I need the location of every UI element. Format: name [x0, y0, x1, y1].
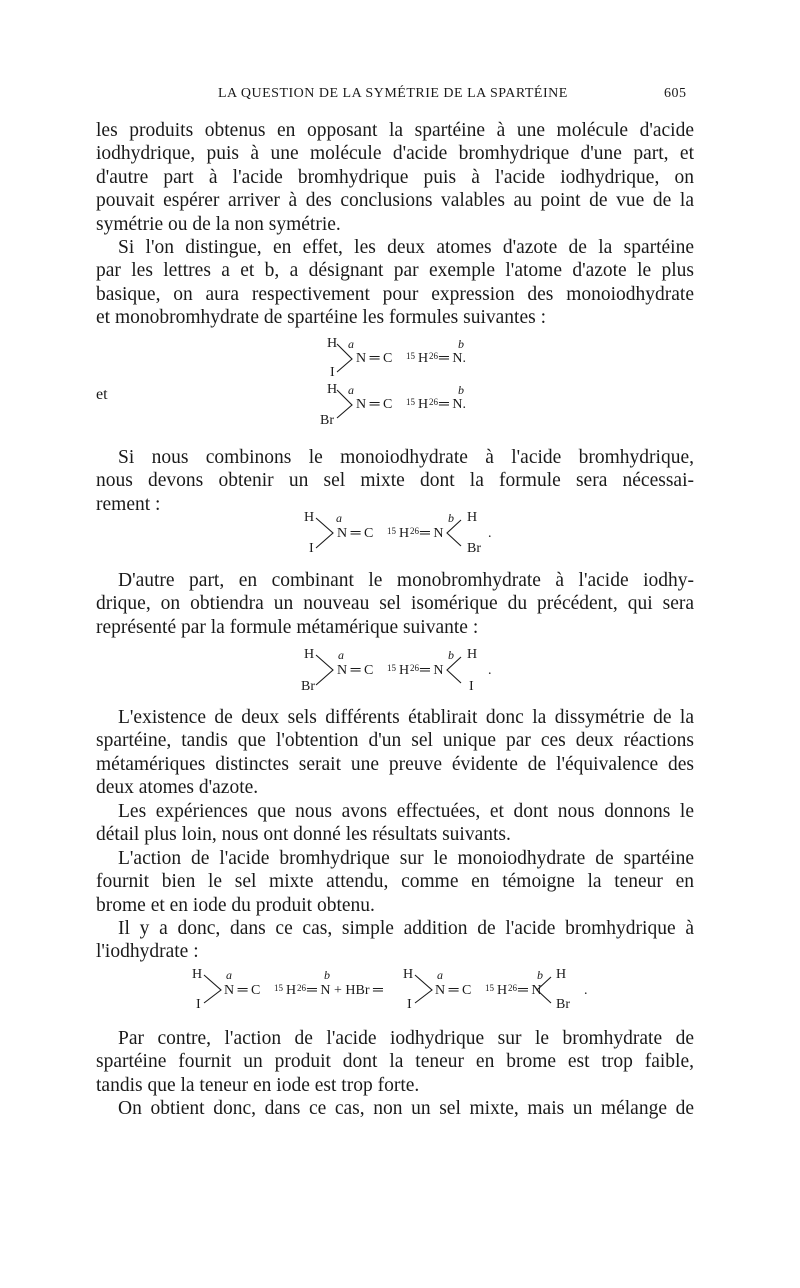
formula-symbol: ═ N.: [439, 397, 467, 412]
formula-symbol: .: [488, 526, 492, 541]
formula-symbol: 26: [410, 526, 419, 536]
formula-symbol: Br: [301, 679, 315, 694]
formula-symbol: 15: [387, 526, 396, 536]
text-line: l'iodhydrate :: [96, 941, 199, 963]
formula-symbol: a: [348, 383, 354, 397]
formula-symbol: H: [192, 967, 203, 982]
formula-symbol: N ═ C: [337, 526, 374, 541]
formula-symbol: ═ N: [420, 663, 444, 678]
formula-symbol: 26: [508, 983, 517, 993]
formula-symbol: .: [584, 983, 588, 998]
formula-symbol: N ═ C: [356, 351, 393, 366]
text-line: spartéine, tandis que l'obtention d'un sel unique par ces deux réactions: [96, 730, 694, 752]
text-line: tandis que la teneur en iode est trop forte.: [96, 1074, 420, 1096]
text-line: pouvait espérer arriver à des conclusions valables au point de vue de la: [96, 190, 694, 212]
text-line: Par contre, l'action de l'acide iodhydrique sur le bromhydrate de: [118, 1028, 694, 1049]
text-line: nous devons obtenir un sel mixte dont la formule sera nécessai-: [96, 470, 694, 492]
formula-symbol: H: [418, 351, 429, 366]
formula-symbol: a: [336, 511, 342, 525]
formula-symbol: I: [309, 541, 314, 556]
formula-symbol: 26: [429, 397, 438, 407]
formula-symbol: I: [407, 997, 412, 1012]
text-line: L'action de l'acide bromhydrique sur le monoiodhydrate de spartéine: [118, 848, 694, 869]
formula-symbol: ═ N.: [439, 351, 467, 366]
text-line: métamériques distinctes serait une preuve évidente de l'équivalence des: [96, 753, 694, 775]
text-line: L'existence de deux sels différents établirait donc la dissymétrie de la: [118, 707, 694, 728]
formula-symbol: H: [286, 983, 297, 998]
formula-symbol: 15: [274, 983, 283, 993]
text-line: Il y a donc, dans ce cas, simple addition de l'acide bromhydrique à: [118, 918, 694, 939]
text-line: et monobromhydrate de spartéine les formules suivantes :: [96, 307, 547, 329]
text-line: deux atomes d'azote.: [96, 777, 259, 799]
formula-symbol: 26: [410, 663, 419, 673]
formula-symbol: a: [226, 968, 232, 982]
formula-symbol: 15: [406, 351, 415, 361]
formula-symbol: N ═ C: [435, 983, 472, 998]
formula-symbol: 26: [297, 983, 306, 993]
formula-symbol: .: [488, 663, 492, 678]
text-line: Si nous combinons le monoiodhydrate à l'acide bromhydrique,: [118, 447, 694, 468]
text-line: iodhydrique, puis à une molécule d'acide bromhydrique d'une part, et: [96, 143, 694, 165]
text-line: par les lettres a et b, a désignant par exemple l'atome d'azote le plus: [96, 260, 694, 282]
text-line: d'autre part à l'acide bromhydrique puis à l'acide iodhydrique, on: [96, 166, 694, 188]
text-line: représenté par la formule métamérique suivante :: [96, 616, 479, 638]
formula-symbol: I: [196, 997, 201, 1012]
formula-symbol: H: [327, 382, 338, 397]
formula-symbol: ═ N: [518, 983, 542, 998]
formula-symbol: a: [338, 648, 344, 662]
formula-symbol: b: [324, 968, 330, 982]
formula-symbol: a: [437, 968, 443, 982]
text-line: D'autre part, en combinant le monobromhydrate à l'acide iodhy-: [118, 570, 694, 591]
text-line: basique, on aura respectivement pour expression des monoiodhydrate: [96, 283, 694, 305]
formula-symbol: H: [304, 510, 315, 525]
formula-symbol: b: [458, 337, 464, 351]
formula-symbol: b: [448, 511, 454, 525]
formula-symbol: N ═ C: [356, 397, 393, 412]
formula-symbol: I: [469, 679, 474, 694]
formula-symbol: ═ N + HBr ═: [307, 983, 383, 998]
text-line: symétrie ou de la non symétrie.: [96, 213, 341, 235]
conjunction-text: et: [96, 386, 108, 403]
formula-symbol: ═ N: [420, 526, 444, 541]
formula-symbol: H: [418, 397, 429, 412]
formula-symbol: H: [467, 647, 478, 662]
formula-symbol: H: [497, 983, 508, 998]
text-line: On obtient donc, dans ce cas, non un sel mixte, mais un mélange de: [118, 1098, 694, 1119]
text-line: rement :: [96, 493, 161, 515]
formula-symbol: N ═ C: [337, 663, 374, 678]
formula-symbol: b: [458, 383, 464, 397]
formula-symbol: 26: [429, 351, 438, 361]
formula-symbol: H: [399, 526, 410, 541]
text-line: les produits obtenus en opposant la spartéine à une molécule d'acide: [96, 120, 694, 141]
formula-symbol: 15: [406, 397, 415, 407]
page-number: 605: [664, 86, 687, 101]
text-line: Si l'on distingue, en effet, les deux atomes d'azote de la spartéine: [118, 237, 694, 258]
formula-symbol: H: [403, 967, 414, 982]
text-line: Les expériences que nous avons effectuées, et dont nous donnons le: [118, 801, 694, 822]
formula-symbol: b: [448, 648, 454, 662]
text-line: spartéine fournit un produit dont la teneur en brome est trop faible,: [96, 1051, 694, 1073]
text-line: drique, on obtiendra un nouveau sel isomérique du précédent, qui sera: [96, 593, 694, 615]
formula-symbol: H: [556, 967, 567, 982]
formula-symbol: Br: [467, 541, 481, 556]
formula-symbol: 15: [485, 983, 494, 993]
text-line: fournit bien le sel mixte attendu, comme en témoigne la teneur en: [96, 871, 694, 893]
text-line: détail plus loin, nous ont donné les résultats suivants.: [96, 824, 511, 846]
formula-symbol: Br: [320, 413, 334, 428]
formula-symbol: a: [348, 337, 354, 351]
formula-symbol: 15: [387, 663, 396, 673]
formula-symbol: H: [304, 647, 315, 662]
formula-symbol: I: [330, 365, 335, 380]
formula-symbol: N ═ C: [224, 983, 261, 998]
formula-symbol: H: [327, 336, 338, 351]
formula-symbol: H: [399, 663, 410, 678]
formula-symbol: Br: [556, 997, 570, 1012]
formula-symbol: b: [537, 968, 543, 982]
text-line: brome et en iode du produit obtenu.: [96, 894, 375, 916]
running-title: LA QUESTION DE LA SYMÉTRIE DE LA SPARTÉINE: [218, 86, 568, 101]
formula-symbol: H: [467, 510, 478, 525]
